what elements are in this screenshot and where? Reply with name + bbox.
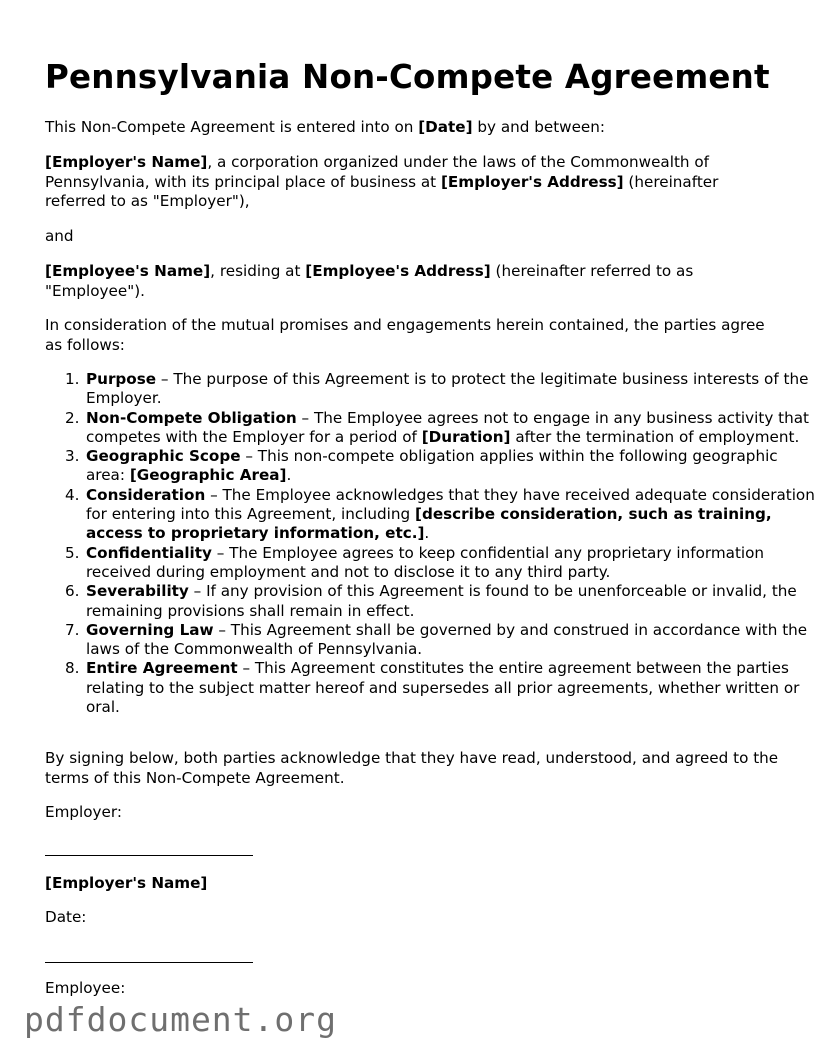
clause-list	[45, 370, 816, 717]
clause-heading: Severability	[86, 582, 189, 601]
list-item: 7. Governing Law – This Agreement shall be governed by and construed in accordance with the laws of the Commonwealth of Pennsylvania.	[65, 620, 808, 659]
list-item: 5. Confidentiality – The Employee agrees to keep confidential any proprietary information received during employment and not to disclose it to any third party.	[65, 543, 765, 581]
date-label: Date:	[45, 908, 87, 926]
employer-text-end: (hereinafter referred to as "Employer"),	[45, 172, 719, 210]
document-title: Pennsylvania Non-Compete Agreement	[45, 58, 770, 96]
employer-address-placeholder: [Employer's Address]	[440, 172, 624, 191]
clause-heading: Governing Law	[86, 620, 214, 639]
list-item: 4. Consideration – The Employee acknowledges that they have received adequate consideration for entering into this Agreement, including [describe consideration, such as training, access to proprietary information, etc.].	[65, 485, 815, 543]
employer-signature-label: Employer:	[45, 803, 122, 821]
employee-signature-label: Employee:	[45, 979, 126, 997]
intro-text: This Non-Compete Agreement is entered into on	[45, 118, 419, 136]
consideration-paragraph: In consideration of the mutual promises and engagements herein contained, the parties agree as follows:	[45, 316, 765, 354]
date-signature-line[interactable]	[45, 962, 253, 963]
employer-text: , a corporation organized under the laws of the Commonwealth of Pennsylvania, with its principal place of business at	[45, 153, 709, 191]
employer-name-signature: [Employer's Name]	[45, 874, 208, 892]
list-item: 6. Severability – If any provision of this Agreement is found to be unenforceable or invalid, the remaining provisions shall remain in effect.	[65, 582, 797, 620]
clause-heading: Consideration	[86, 485, 206, 504]
clause-heading: Entire Agreement	[86, 659, 238, 678]
employee-paragraph	[45, 262, 780, 301]
consideration-placeholder: [describe consideration, such as training, access to proprietary information, etc.]	[86, 505, 772, 543]
employer-paragraph	[45, 153, 780, 212]
watermark: pdfdocument.org	[24, 1000, 338, 1039]
intro-text-end: by and between:	[472, 118, 606, 136]
intro-paragraph	[45, 118, 780, 138]
employer-signature-line[interactable]	[45, 855, 253, 856]
list-item: 2. Non-Compete Obligation – The Employee agrees not to engage in any business activity that competes with the Employer for a period of [Duration] after the termination of employment.	[65, 408, 809, 446]
employee-address-placeholder: [Employee's Address]	[305, 262, 491, 280]
duration-placeholder: [Duration]	[421, 427, 511, 446]
closing-paragraph: By signing below, both parties acknowledge that they have read, understood, and agreed to the terms of this Non-Compete Agreement.	[45, 749, 779, 787]
employer-name-placeholder: [Employer's Name]	[45, 153, 208, 171]
list-item: 3. Geographic Scope – This non-compete obligation applies within the following geographic area: [Geographic Area].	[65, 447, 778, 485]
geographic-area-placeholder: [Geographic Area]	[129, 466, 287, 485]
date-placeholder: [Date]	[418, 118, 473, 136]
clause-heading: Non-Compete Obligation	[86, 408, 297, 427]
clause-heading: Geographic Scope	[86, 447, 241, 466]
clause-heading: Purpose	[86, 370, 157, 388]
employee-text: , residing at	[210, 262, 306, 280]
employee-name-placeholder: [Employee's Name]	[45, 262, 211, 280]
and-text: and	[45, 227, 74, 245]
employee-text-end: (hereinafter referred to as "Employee").	[45, 262, 694, 300]
list-item: 8. Entire Agreement – This Agreement constitutes the entire agreement between the parties relating to the subject matter hereof and supersedes all prior agreements, whether written or oral.	[65, 659, 800, 717]
list-item: 1. Purpose – The purpose of this Agreement is to protect the legitimate business interests of the Employer.	[65, 370, 809, 408]
clause-heading: Confidentiality	[86, 543, 212, 562]
